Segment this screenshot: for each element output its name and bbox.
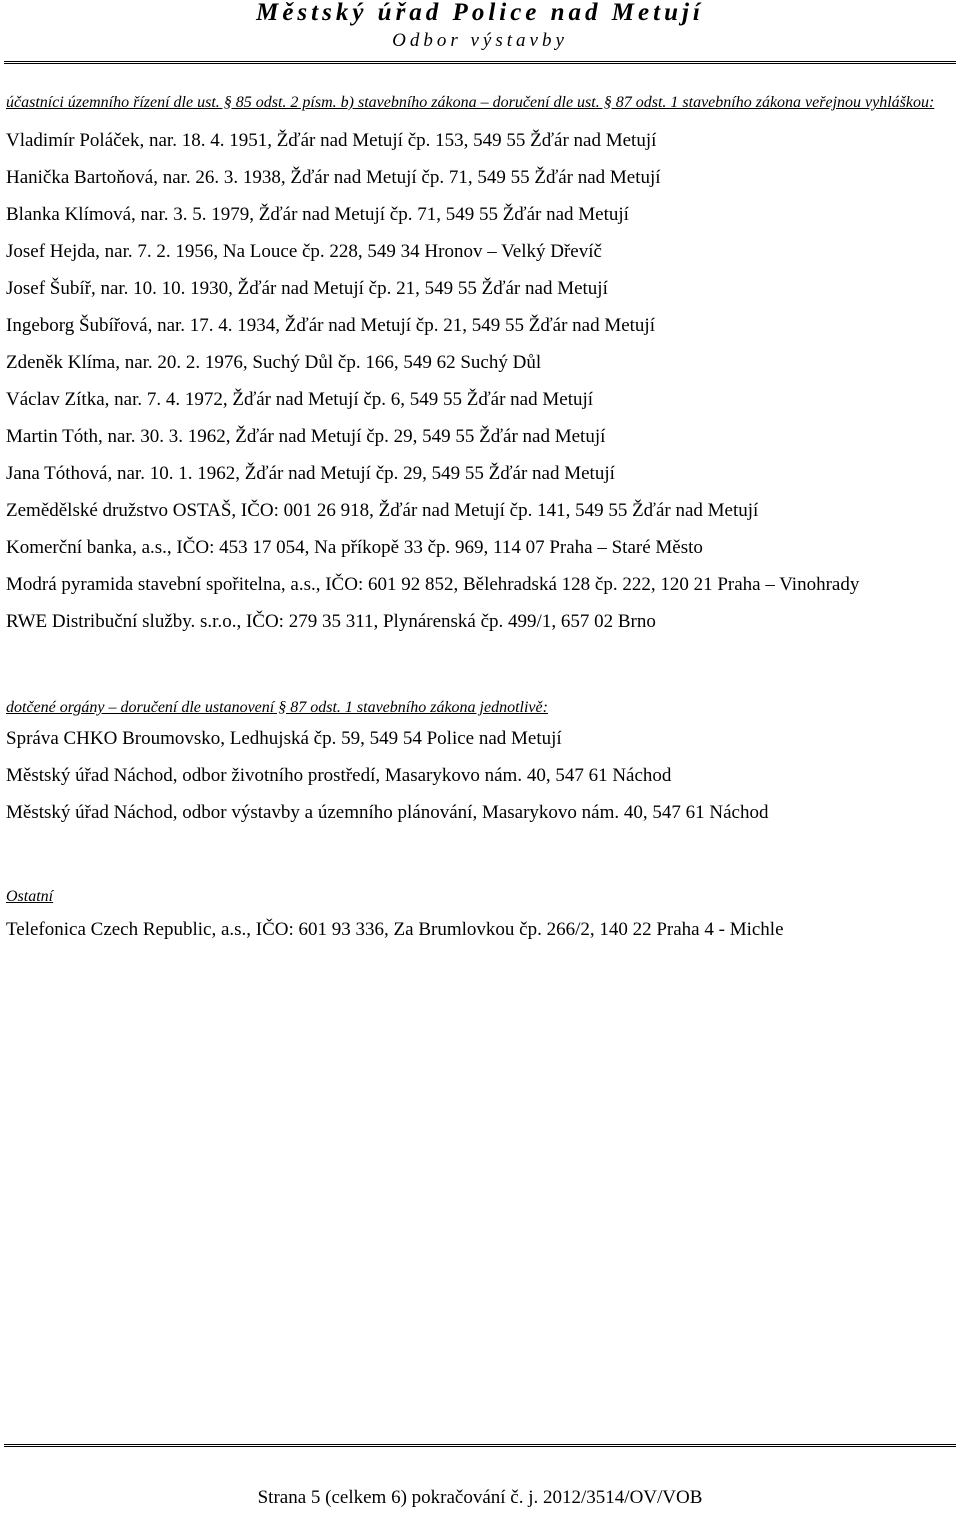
participant-entry: RWE Distribuční služby. s.r.o., IČO: 279 35 311, Plynárenská čp. 499/1, 657 02 Brno bbox=[6, 611, 656, 632]
participant-entry: Josef Šubíř, nar. 10. 10. 1930, Žďár nad Metují čp. 21, 549 55 Žďár nad Metují bbox=[6, 278, 608, 299]
document-body bbox=[6, 90, 954, 951]
participant-entry: Zemědělské družstvo OSTAŠ, IČO: 001 26 918, Žďár nad Metují čp. 141, 549 55 Žďár nad Metují bbox=[6, 500, 759, 521]
authority-entry: Správa CHKO Broumovsko, Ledhujská čp. 59, 549 54 Police nad Metují bbox=[6, 728, 562, 749]
authority-entry: Městský úřad Náchod, odbor výstavby a územního plánování, Masarykovo nám. 40, 547 61 Náchod bbox=[6, 802, 769, 823]
participant-entry: Josef Hejda, nar. 7. 2. 1956, Na Louce čp. 228, 549 34 Hronov – Velký Dřevíč bbox=[6, 241, 602, 262]
authority-entry: Městský úřad Náchod, odbor životního prostředí, Masarykovo nám. 40, 547 61 Náchod bbox=[6, 765, 672, 786]
footer-divider bbox=[4, 1444, 956, 1447]
page-footer: Strana 5 (celkem 6) pokračování č. j. 2012/3514/OV/VOB bbox=[257, 1487, 703, 1508]
participant-entry: Martin Tóth, nar. 30. 3. 1962, Žďár nad Metují čp. 29, 549 55 Žďár nad Metují bbox=[6, 426, 606, 447]
other-entry: Telefonica Czech Republic, a.s., IČO: 601 93 336, Za Brumlovkou čp. 266/2, 140 22 Praha 4 - Michle bbox=[6, 919, 784, 940]
participant-entry: Komerční banka, a.s., IČO: 453 17 054, Na příkopě 33 čp. 969, 114 07 Praha – Staré Město bbox=[6, 537, 703, 558]
department-subtitle: Odbor výstavby bbox=[392, 30, 568, 51]
participant-entry: Ingeborg Šubířová, nar. 17. 4. 1934, Žďár nad Metují čp. 21, 549 55 Žďár nad Metují bbox=[6, 315, 655, 336]
participant-entry: Blanka Klímová, nar. 3. 5. 1979, Žďár nad Metují čp. 71, 549 55 Žďár nad Metují bbox=[6, 204, 629, 225]
participant-entry: Jana Tóthová, nar. 10. 1. 1962, Žďár nad Metují čp. 29, 549 55 Žďár nad Metují bbox=[6, 463, 615, 484]
office-title: Městský úřad Police nad Metují bbox=[256, 0, 704, 26]
section-spacer bbox=[6, 643, 954, 697]
participant-entry: Hanička Bartoňová, nar. 26. 3. 1938, Žďár nad Metují čp. 71, 549 55 Žďár nad Metují bbox=[6, 167, 661, 188]
participant-entry: Modrá pyramida stavební spořitelna, a.s., IČO: 601 92 852, Bělehradská 128 čp. 222, 120 21 Praha – Vinohrady bbox=[6, 574, 860, 595]
participant-entry: Zdeněk Klíma, nar. 20. 2. 1976, Suchý Důl čp. 166, 549 62 Suchý Důl bbox=[6, 352, 542, 373]
participant-entry: Vladimír Poláček, nar. 18. 4. 1951, Žďár nad Metují čp. 153, 549 55 Žďár nad Metují bbox=[6, 130, 657, 151]
page-header bbox=[0, 0, 960, 52]
participant-entry: Václav Zítka, nar. 7. 4. 1972, Žďár nad Metují čp. 6, 549 55 Žďár nad Metují bbox=[6, 389, 594, 410]
section-heading-authorities: dotčené orgány – doručení dle ustanovení § 87 odst. 1 stavebního zákona jednotlivě: bbox=[6, 699, 548, 716]
header-divider bbox=[4, 61, 956, 64]
section-heading-other: Ostatní bbox=[6, 888, 54, 905]
section-heading-participants: účastníci územního řízení dle ust. § 85 odst. 2 písm. b) stavebního zákona – doručení dle ust. § 87 odst. 1 stavebního zákona veřejnou vyhláškou: bbox=[6, 94, 935, 111]
section-spacer bbox=[6, 834, 954, 886]
